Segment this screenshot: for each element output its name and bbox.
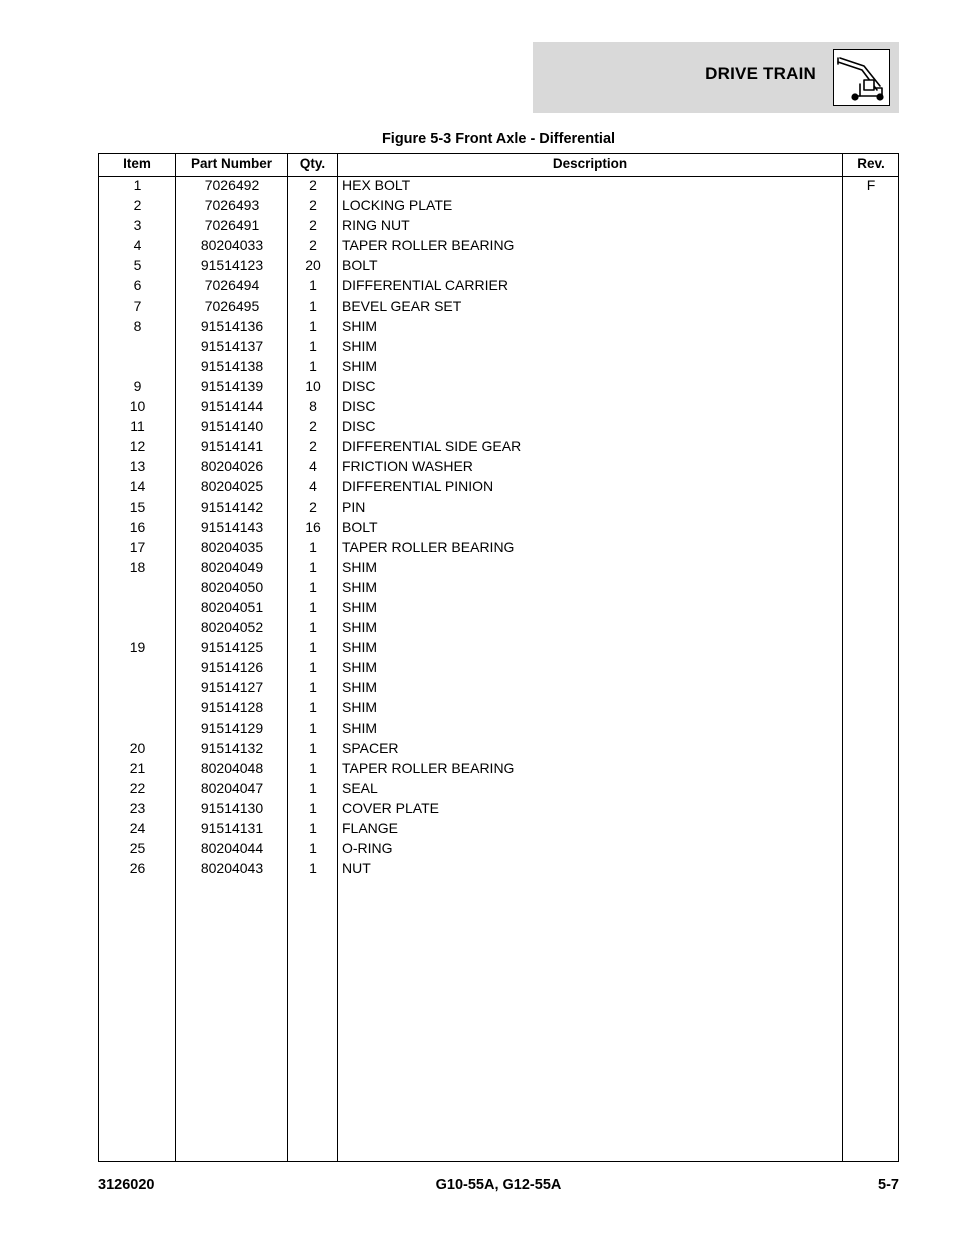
cell-description: BOLT bbox=[342, 257, 378, 274]
cell-part-number: 91514128 bbox=[200, 699, 264, 716]
cell-quantity: 1 bbox=[309, 739, 317, 756]
cell-description: PIN bbox=[342, 498, 366, 515]
cell-description: SPACER bbox=[342, 739, 399, 756]
cell-description: SHIM bbox=[342, 639, 377, 656]
cell-description: SHIM bbox=[342, 719, 377, 736]
cell-description: SHIM bbox=[342, 558, 377, 575]
cell-part-number: 7026494 bbox=[204, 277, 260, 294]
table-row bbox=[99, 639, 898, 659]
cell-description: SHIM bbox=[342, 578, 377, 595]
cell-quantity: 1 bbox=[309, 639, 317, 656]
table-row bbox=[99, 840, 898, 860]
cell-item-number: 10 bbox=[129, 398, 146, 415]
cell-quantity: 1 bbox=[309, 337, 317, 354]
cell-quantity: 2 bbox=[309, 498, 317, 515]
cell-part-number: 91514144 bbox=[200, 398, 264, 415]
cell-quantity: 1 bbox=[309, 820, 317, 836]
table-row bbox=[99, 378, 898, 398]
table-row bbox=[99, 298, 898, 318]
table-row bbox=[99, 760, 898, 780]
table-row bbox=[99, 679, 898, 699]
table-row bbox=[99, 398, 898, 418]
cell-description: HEX BOLT bbox=[342, 177, 411, 193]
table-row bbox=[99, 217, 898, 237]
section-title: DRIVE TRAIN bbox=[705, 64, 816, 83]
table-row bbox=[99, 599, 898, 619]
table-row bbox=[99, 699, 898, 719]
cell-part-number: 80204048 bbox=[200, 759, 264, 776]
cell-description: O-RING bbox=[342, 840, 393, 857]
cell-part-number: 91514123 bbox=[200, 257, 264, 274]
cell-part-number: 91514127 bbox=[200, 679, 264, 696]
cell-description: SHIM bbox=[342, 659, 377, 676]
cell-quantity: 2 bbox=[309, 197, 317, 214]
cell-item-number: 13 bbox=[129, 458, 146, 475]
cell-quantity: 8 bbox=[309, 398, 317, 415]
cell-quantity: 1 bbox=[309, 619, 317, 636]
cell-description: FLANGE bbox=[342, 820, 399, 836]
cell-description: SHIM bbox=[342, 357, 377, 374]
cell-part-number: 80204035 bbox=[200, 538, 264, 555]
cell-item-number: 9 bbox=[133, 377, 142, 394]
cell-item-number: 11 bbox=[130, 418, 145, 435]
cell-description: BEVEL GEAR SET bbox=[342, 297, 462, 314]
cell-description: TAPER ROLLER BEARING bbox=[342, 759, 515, 776]
cell-part-number: 91514125 bbox=[200, 639, 264, 656]
cell-description: DIFFERENTIAL SIDE GEAR bbox=[342, 438, 522, 455]
cell-part-number: 91514141 bbox=[200, 438, 264, 455]
cell-description: DIFFERENTIAL CARRIER bbox=[342, 277, 508, 294]
cell-description: TAPER ROLLER BEARING bbox=[342, 237, 515, 254]
cell-item-number: 3 bbox=[133, 217, 142, 234]
table-row bbox=[99, 740, 898, 760]
cell-description: COVER PLATE bbox=[342, 799, 439, 816]
table-row bbox=[99, 458, 898, 478]
table-row bbox=[99, 418, 898, 438]
table-row bbox=[99, 499, 898, 519]
table-body bbox=[99, 177, 898, 880]
cell-part-number: 91514142 bbox=[200, 498, 264, 515]
cell-description: LOCKING PLATE bbox=[342, 197, 453, 214]
cell-part-number: 80204049 bbox=[200, 558, 264, 575]
table-row bbox=[99, 338, 898, 358]
cell-part-number: 91514129 bbox=[200, 719, 264, 736]
cell-item-number: 24 bbox=[129, 820, 146, 836]
cell-quantity: 1 bbox=[309, 357, 317, 374]
figure-title: Figure 5-3 Front Axle - Differential bbox=[381, 131, 616, 147]
cell-item-number: 1 bbox=[133, 177, 142, 193]
cell-part-number: 91514130 bbox=[200, 799, 264, 816]
cell-quantity: 1 bbox=[309, 679, 317, 696]
cell-description: SHIM bbox=[342, 337, 377, 354]
column-header-qty: Qty. bbox=[299, 156, 326, 171]
cell-description: DISC bbox=[342, 398, 376, 415]
cell-quantity: 1 bbox=[309, 578, 317, 595]
cell-item-number: 14 bbox=[129, 478, 146, 495]
cell-part-number: 91514143 bbox=[200, 518, 264, 535]
cell-item-number: 2 bbox=[133, 197, 142, 214]
cell-description: SEAL bbox=[342, 779, 378, 796]
cell-item-number: 22 bbox=[129, 779, 146, 796]
table-row bbox=[99, 559, 898, 579]
model-names: G10-55A, G12-55A bbox=[435, 1177, 562, 1193]
table-row bbox=[99, 478, 898, 498]
cell-description: DIFFERENTIAL PINION bbox=[342, 478, 494, 495]
table-row bbox=[99, 860, 898, 880]
cell-description: DISC bbox=[342, 418, 376, 435]
cell-quantity: 2 bbox=[309, 237, 317, 254]
column-header-description: Description bbox=[552, 156, 628, 171]
cell-part-number: 91514138 bbox=[200, 357, 264, 374]
cell-part-number: 91514140 bbox=[200, 418, 264, 435]
cell-part-number: 80204044 bbox=[200, 840, 264, 857]
cell-description: RING NUT bbox=[342, 217, 410, 234]
cell-item-number: 15 bbox=[129, 498, 146, 515]
cell-part-number: 80204043 bbox=[200, 860, 264, 877]
cell-quantity: 1 bbox=[309, 860, 317, 877]
cell-quantity: 2 bbox=[309, 217, 317, 234]
cell-quantity: 1 bbox=[309, 779, 317, 796]
cell-quantity: 16 bbox=[305, 518, 321, 535]
cell-description: SHIM bbox=[342, 317, 377, 334]
cell-quantity: 1 bbox=[309, 538, 317, 555]
cell-description: SHIM bbox=[342, 679, 377, 696]
cell-part-number: 91514132 bbox=[200, 739, 264, 756]
cell-part-number: 91514131 bbox=[200, 820, 264, 836]
cell-part-number: 80204052 bbox=[200, 619, 264, 636]
table-row bbox=[99, 277, 898, 297]
table-row bbox=[99, 800, 898, 820]
cell-quantity: 1 bbox=[309, 277, 317, 294]
table-row bbox=[99, 358, 898, 378]
cell-quantity: 1 bbox=[309, 699, 317, 716]
cell-part-number: 80204033 bbox=[200, 237, 264, 254]
cell-item-number: 5 bbox=[133, 257, 142, 274]
cell-quantity: 1 bbox=[309, 598, 317, 615]
cell-part-number: 7026491 bbox=[204, 217, 260, 234]
cell-item-number: 6 bbox=[133, 277, 142, 294]
cell-quantity: 2 bbox=[309, 418, 317, 435]
cell-item-number: 19 bbox=[129, 639, 146, 656]
table-row bbox=[99, 720, 898, 740]
cell-description: SHIM bbox=[342, 619, 377, 636]
table-row bbox=[99, 659, 898, 679]
cell-quantity: 1 bbox=[309, 759, 317, 776]
cell-item-number: 12 bbox=[129, 438, 146, 455]
cell-item-number: 25 bbox=[129, 840, 146, 857]
cell-quantity: 10 bbox=[305, 377, 321, 394]
table-row bbox=[99, 177, 898, 197]
cell-part-number: 91514136 bbox=[200, 317, 264, 334]
table-row bbox=[99, 820, 898, 840]
cell-part-number: 80204050 bbox=[200, 578, 264, 595]
cell-quantity: 1 bbox=[309, 840, 317, 857]
cell-item-number: 16 bbox=[129, 518, 146, 535]
cell-description: FRICTION WASHER bbox=[342, 458, 473, 475]
cell-description: SHIM bbox=[342, 598, 377, 615]
page-number: 5-7 bbox=[878, 1177, 899, 1193]
cell-quantity: 2 bbox=[309, 177, 317, 193]
cell-item-number: 7 bbox=[133, 297, 142, 314]
cell-part-number: 7026493 bbox=[204, 197, 260, 214]
cell-part-number: 80204025 bbox=[200, 478, 264, 495]
cell-item-number: 23 bbox=[129, 799, 146, 816]
cell-item-number: 17 bbox=[129, 538, 146, 555]
cell-quantity: 4 bbox=[309, 478, 317, 495]
cell-part-number: 7026492 bbox=[204, 177, 260, 193]
cell-item-number: 21 bbox=[129, 759, 146, 776]
cell-part-number: 91514139 bbox=[200, 377, 264, 394]
cell-part-number: 91514126 bbox=[200, 659, 264, 676]
cell-quantity: 1 bbox=[309, 558, 317, 575]
table-row bbox=[99, 579, 898, 599]
column-header-part-number: Part Number bbox=[190, 156, 273, 171]
cell-quantity: 1 bbox=[309, 297, 317, 314]
column-header-rev: Rev. bbox=[857, 156, 885, 171]
cell-part-number: 80204047 bbox=[200, 779, 264, 796]
table-row bbox=[99, 619, 898, 639]
table-row bbox=[99, 780, 898, 800]
table-row bbox=[99, 197, 898, 217]
cell-item-number: 26 bbox=[129, 860, 146, 877]
cell-revision: F bbox=[866, 177, 876, 193]
cell-quantity: 20 bbox=[305, 257, 321, 274]
cell-description: DISC bbox=[342, 377, 376, 394]
cell-item-number: 20 bbox=[129, 739, 146, 756]
cell-quantity: 4 bbox=[309, 458, 317, 475]
table-row bbox=[99, 519, 898, 539]
table-row bbox=[99, 237, 898, 257]
table-row bbox=[99, 539, 898, 559]
table-row bbox=[99, 257, 898, 277]
cell-description: BOLT bbox=[342, 518, 378, 535]
cell-item-number: 8 bbox=[133, 317, 142, 334]
cell-quantity: 2 bbox=[309, 438, 317, 455]
cell-part-number: 7026495 bbox=[204, 297, 260, 314]
cell-description: SHIM bbox=[342, 699, 377, 716]
cell-quantity: 1 bbox=[309, 659, 317, 676]
cell-part-number: 80204051 bbox=[200, 598, 264, 615]
cell-quantity: 1 bbox=[309, 799, 317, 816]
cell-item-number: 4 bbox=[133, 237, 142, 254]
cell-description: TAPER ROLLER BEARING bbox=[342, 538, 515, 555]
table-row bbox=[99, 438, 898, 458]
cell-part-number: 80204026 bbox=[200, 458, 264, 475]
cell-quantity: 1 bbox=[309, 317, 317, 334]
cell-quantity: 1 bbox=[309, 719, 317, 736]
section-header bbox=[533, 42, 899, 113]
cell-item-number: 18 bbox=[129, 558, 146, 575]
cell-description: NUT bbox=[342, 860, 371, 877]
cell-part-number: 91514137 bbox=[200, 337, 264, 354]
document-number: 3126020 bbox=[98, 1177, 155, 1193]
table-row bbox=[99, 318, 898, 338]
forklift-icon bbox=[833, 49, 890, 106]
parts-table bbox=[98, 153, 899, 1162]
column-header-item: Item bbox=[123, 156, 151, 171]
